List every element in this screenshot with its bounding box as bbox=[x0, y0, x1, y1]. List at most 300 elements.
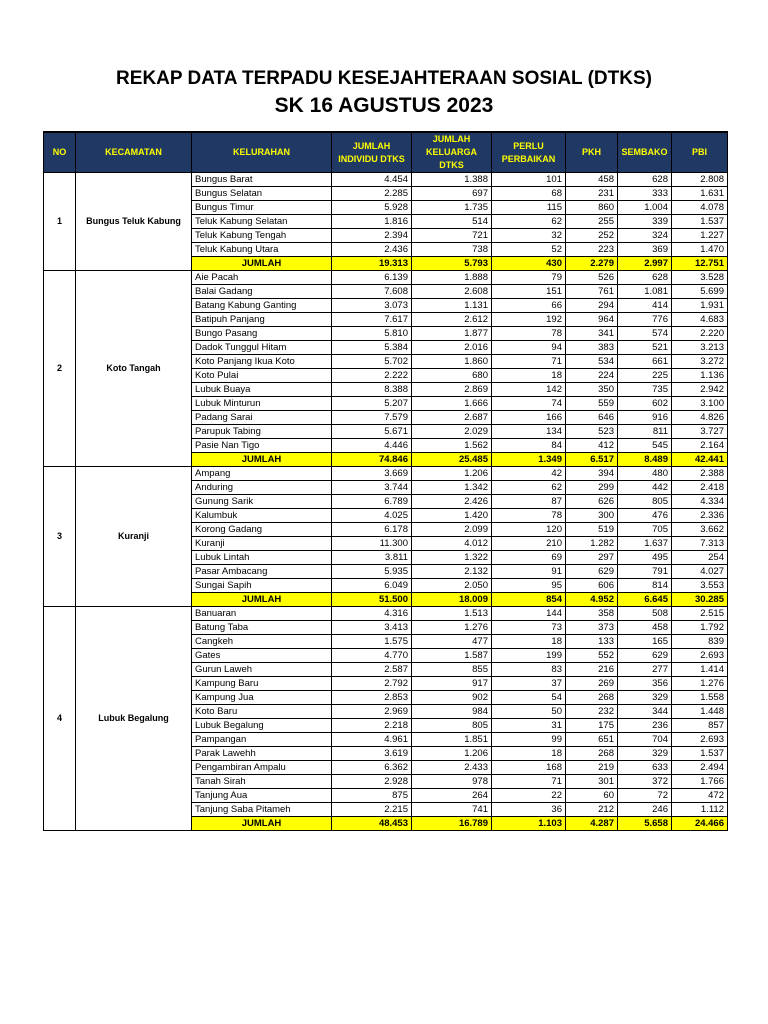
kelurahan-name: Teluk Kabung Utara bbox=[192, 243, 332, 257]
pkh-cell: 268 bbox=[566, 691, 618, 705]
jumlah-keluarga-cell: 264 bbox=[412, 789, 492, 803]
pkh-cell: 761 bbox=[566, 285, 618, 299]
jumlah-keluarga-cell: 978 bbox=[412, 775, 492, 789]
pbi-cell: 4.826 bbox=[672, 411, 728, 425]
perlu-perbaikan-cell: 210 bbox=[492, 537, 566, 551]
jumlah-keluarga-cell: 2.132 bbox=[412, 565, 492, 579]
jumlah-individu-cell: 11.300 bbox=[332, 537, 412, 551]
perlu-perbaikan-cell: 168 bbox=[492, 761, 566, 775]
sembako-cell: 776 bbox=[618, 313, 672, 327]
pbi-cell: 5.699 bbox=[672, 285, 728, 299]
jumlah-keluarga-cell: 1.206 bbox=[412, 467, 492, 481]
kelurahan-name: Tanjung Aua bbox=[192, 789, 332, 803]
sembako-cell: 705 bbox=[618, 523, 672, 537]
header-jumlah-individu-line1: JUMLAH bbox=[352, 140, 391, 151]
header-kelurahan: KELURAHAN bbox=[192, 132, 332, 173]
perlu-perbaikan-cell: 69 bbox=[492, 551, 566, 565]
pbi-cell: 1.931 bbox=[672, 299, 728, 313]
pbi-cell: 3.272 bbox=[672, 355, 728, 369]
sembako-cell: 661 bbox=[618, 355, 672, 369]
sembako-cell: 735 bbox=[618, 383, 672, 397]
subtotal-individu: 19.313 bbox=[332, 257, 412, 271]
sembako-cell: 369 bbox=[618, 243, 672, 257]
kelurahan-name: Teluk Kabung Selatan bbox=[192, 215, 332, 229]
sembako-cell: 574 bbox=[618, 327, 672, 341]
perlu-perbaikan-cell: 71 bbox=[492, 355, 566, 369]
perlu-perbaikan-cell: 95 bbox=[492, 579, 566, 593]
jumlah-keluarga-cell: 680 bbox=[412, 369, 492, 383]
perlu-perbaikan-cell: 84 bbox=[492, 439, 566, 453]
jumlah-keluarga-cell: 1.206 bbox=[412, 747, 492, 761]
jumlah-keluarga-cell: 1.131 bbox=[412, 299, 492, 313]
report-subtitle: SK 16 AGUSTUS 2023 bbox=[274, 94, 494, 117]
jumlah-keluarga-cell: 1.888 bbox=[412, 271, 492, 285]
sembako-cell: 628 bbox=[618, 271, 672, 285]
pbi-cell: 1.537 bbox=[672, 747, 728, 761]
pbi-cell: 2.494 bbox=[672, 761, 728, 775]
pkh-cell: 526 bbox=[566, 271, 618, 285]
jumlah-keluarga-cell: 2.612 bbox=[412, 313, 492, 327]
jumlah-individu-cell: 6.789 bbox=[332, 495, 412, 509]
jumlah-keluarga-cell: 1.735 bbox=[412, 201, 492, 215]
subtotal-pkh: 2.279 bbox=[566, 257, 618, 271]
pkh-cell: 626 bbox=[566, 495, 618, 509]
jumlah-keluarga-cell: 984 bbox=[412, 705, 492, 719]
subtotal-individu: 51.500 bbox=[332, 593, 412, 607]
kelurahan-name: Koto Pulai bbox=[192, 369, 332, 383]
subtotal-label: JUMLAH bbox=[192, 257, 332, 271]
perlu-perbaikan-cell: 18 bbox=[492, 635, 566, 649]
jumlah-individu-cell: 2.587 bbox=[332, 663, 412, 677]
kelurahan-name: Cangkeh bbox=[192, 635, 332, 649]
jumlah-individu-cell: 4.025 bbox=[332, 509, 412, 523]
pbi-cell: 254 bbox=[672, 551, 728, 565]
jumlah-individu-cell: 5.671 bbox=[332, 425, 412, 439]
jumlah-individu-cell: 5.928 bbox=[332, 201, 412, 215]
perlu-perbaikan-cell: 151 bbox=[492, 285, 566, 299]
sembako-cell: 633 bbox=[618, 761, 672, 775]
perlu-perbaikan-cell: 166 bbox=[492, 411, 566, 425]
header-pkh: PKH bbox=[566, 132, 618, 173]
subtotal-perlu-perbaikan: 1.103 bbox=[492, 817, 566, 831]
jumlah-keluarga-cell: 2.869 bbox=[412, 383, 492, 397]
perlu-perbaikan-cell: 18 bbox=[492, 747, 566, 761]
jumlah-individu-cell: 5.384 bbox=[332, 341, 412, 355]
kecamatan-name: Koto Tangah bbox=[76, 271, 192, 467]
subtotal-pbi: 12.751 bbox=[672, 257, 728, 271]
jumlah-individu-cell: 2.853 bbox=[332, 691, 412, 705]
subtotal-keluarga: 25.485 bbox=[412, 453, 492, 467]
pbi-cell: 1.414 bbox=[672, 663, 728, 677]
sembako-cell: 545 bbox=[618, 439, 672, 453]
pbi-cell: 1.112 bbox=[672, 803, 728, 817]
jumlah-individu-cell: 3.744 bbox=[332, 481, 412, 495]
jumlah-keluarga-cell: 1.851 bbox=[412, 733, 492, 747]
jumlah-individu-cell: 4.446 bbox=[332, 439, 412, 453]
perlu-perbaikan-cell: 66 bbox=[492, 299, 566, 313]
perlu-perbaikan-cell: 54 bbox=[492, 691, 566, 705]
pbi-cell: 1.136 bbox=[672, 369, 728, 383]
pbi-cell: 1.631 bbox=[672, 187, 728, 201]
perlu-perbaikan-cell: 31 bbox=[492, 719, 566, 733]
pkh-cell: 458 bbox=[566, 173, 618, 187]
kelurahan-name: Bungus Timur bbox=[192, 201, 332, 215]
pbi-cell: 1.448 bbox=[672, 705, 728, 719]
subtotal-individu: 74.846 bbox=[332, 453, 412, 467]
header-kecamatan: KECAMATAN bbox=[76, 132, 192, 173]
sembako-cell: 476 bbox=[618, 509, 672, 523]
perlu-perbaikan-cell: 50 bbox=[492, 705, 566, 719]
jumlah-individu-cell: 1.575 bbox=[332, 635, 412, 649]
jumlah-keluarga-cell: 4.012 bbox=[412, 537, 492, 551]
pbi-cell: 3.727 bbox=[672, 425, 728, 439]
jumlah-keluarga-cell: 2.099 bbox=[412, 523, 492, 537]
pkh-cell: 133 bbox=[566, 635, 618, 649]
jumlah-individu-cell: 2.215 bbox=[332, 803, 412, 817]
kelurahan-name: Batang Kabung Ganting bbox=[192, 299, 332, 313]
sembako-cell: 521 bbox=[618, 341, 672, 355]
jumlah-keluarga-cell: 477 bbox=[412, 635, 492, 649]
table-header-row bbox=[44, 132, 728, 173]
jumlah-individu-cell: 5.702 bbox=[332, 355, 412, 369]
kecamatan-name: Kuranji bbox=[76, 467, 192, 607]
header-no: NO bbox=[44, 132, 76, 173]
kelurahan-name: Batung Taba bbox=[192, 621, 332, 635]
pbi-cell: 1.537 bbox=[672, 215, 728, 229]
jumlah-keluarga-cell: 1.666 bbox=[412, 397, 492, 411]
sembako-cell: 704 bbox=[618, 733, 672, 747]
jumlah-individu-cell: 4.961 bbox=[332, 733, 412, 747]
header-perlu-perbaikan-line1: PERLU bbox=[513, 140, 544, 151]
pbi-cell: 3.662 bbox=[672, 523, 728, 537]
pkh-cell: 212 bbox=[566, 803, 618, 817]
pkh-cell: 358 bbox=[566, 607, 618, 621]
pkh-cell: 534 bbox=[566, 355, 618, 369]
subtotal-pkh: 4.952 bbox=[566, 593, 618, 607]
sembako-cell: 324 bbox=[618, 229, 672, 243]
jumlah-keluarga-cell: 1.276 bbox=[412, 621, 492, 635]
kelurahan-name: Pasar Ambacang bbox=[192, 565, 332, 579]
sembako-cell: 811 bbox=[618, 425, 672, 439]
subtotal-sembako: 2.997 bbox=[618, 257, 672, 271]
jumlah-individu-cell: 3.413 bbox=[332, 621, 412, 635]
pbi-cell: 2.388 bbox=[672, 467, 728, 481]
pkh-cell: 268 bbox=[566, 747, 618, 761]
header-jumlah-keluarga-line1: JUMLAH bbox=[432, 134, 471, 144]
pkh-cell: 523 bbox=[566, 425, 618, 439]
perlu-perbaikan-cell: 62 bbox=[492, 215, 566, 229]
jumlah-keluarga-cell: 1.420 bbox=[412, 509, 492, 523]
sembako-cell: 1.004 bbox=[618, 201, 672, 215]
perlu-perbaikan-cell: 199 bbox=[492, 649, 566, 663]
jumlah-keluarga-cell: 2.426 bbox=[412, 495, 492, 509]
kelurahan-name: Balai Gadang bbox=[192, 285, 332, 299]
dtks-table bbox=[43, 131, 728, 831]
jumlah-individu-cell: 2.969 bbox=[332, 705, 412, 719]
jumlah-individu-cell: 875 bbox=[332, 789, 412, 803]
subtotal-sembako: 8.489 bbox=[618, 453, 672, 467]
pkh-cell: 860 bbox=[566, 201, 618, 215]
perlu-perbaikan-cell: 192 bbox=[492, 313, 566, 327]
kelurahan-name: Aie Pacah bbox=[192, 271, 332, 285]
perlu-perbaikan-cell: 78 bbox=[492, 327, 566, 341]
pbi-cell: 4.078 bbox=[672, 201, 728, 215]
perlu-perbaikan-cell: 79 bbox=[492, 271, 566, 285]
perlu-perbaikan-cell: 115 bbox=[492, 201, 566, 215]
pbi-cell: 3.553 bbox=[672, 579, 728, 593]
sembako-cell: 495 bbox=[618, 551, 672, 565]
kelurahan-name: Lubuk Minturun bbox=[192, 397, 332, 411]
pkh-cell: 651 bbox=[566, 733, 618, 747]
jumlah-individu-cell: 7.617 bbox=[332, 313, 412, 327]
sembako-cell: 329 bbox=[618, 747, 672, 761]
sembako-cell: 333 bbox=[618, 187, 672, 201]
kelurahan-name: Pengambiran Ampalu bbox=[192, 761, 332, 775]
pkh-cell: 646 bbox=[566, 411, 618, 425]
subtotal-pbi: 24.466 bbox=[672, 817, 728, 831]
jumlah-keluarga-cell: 1.513 bbox=[412, 607, 492, 621]
header-sembako: SEMBAKO bbox=[618, 132, 672, 173]
kecamatan-name: Lubuk Begalung bbox=[76, 607, 192, 831]
jumlah-individu-cell: 2.436 bbox=[332, 243, 412, 257]
perlu-perbaikan-cell: 62 bbox=[492, 481, 566, 495]
pkh-cell: 60 bbox=[566, 789, 618, 803]
pbi-cell: 2.336 bbox=[672, 509, 728, 523]
perlu-perbaikan-cell: 22 bbox=[492, 789, 566, 803]
pbi-cell: 4.683 bbox=[672, 313, 728, 327]
jumlah-individu-cell: 3.619 bbox=[332, 747, 412, 761]
jumlah-individu-cell: 4.454 bbox=[332, 173, 412, 187]
subtotal-perlu-perbaikan: 430 bbox=[492, 257, 566, 271]
pkh-cell: 301 bbox=[566, 775, 618, 789]
kelurahan-name: Gurun Laweh bbox=[192, 663, 332, 677]
perlu-perbaikan-cell: 68 bbox=[492, 187, 566, 201]
kelurahan-name: Lubuk Buaya bbox=[192, 383, 332, 397]
kelurahan-name: Gunung Sarik bbox=[192, 495, 332, 509]
kelurahan-name: Parupuk Tabing bbox=[192, 425, 332, 439]
pkh-cell: 231 bbox=[566, 187, 618, 201]
jumlah-individu-cell: 2.222 bbox=[332, 369, 412, 383]
jumlah-keluarga-cell: 741 bbox=[412, 803, 492, 817]
jumlah-keluarga-cell: 738 bbox=[412, 243, 492, 257]
sembako-cell: 165 bbox=[618, 635, 672, 649]
pkh-cell: 175 bbox=[566, 719, 618, 733]
group-number: 4 bbox=[44, 607, 76, 831]
pkh-cell: 350 bbox=[566, 383, 618, 397]
subtotal-keluarga: 16.789 bbox=[412, 817, 492, 831]
jumlah-individu-cell: 7.608 bbox=[332, 285, 412, 299]
pbi-cell: 2.164 bbox=[672, 439, 728, 453]
pbi-cell: 4.334 bbox=[672, 495, 728, 509]
pkh-cell: 373 bbox=[566, 621, 618, 635]
perlu-perbaikan-cell: 18 bbox=[492, 369, 566, 383]
perlu-perbaikan-cell: 32 bbox=[492, 229, 566, 243]
jumlah-keluarga-cell: 855 bbox=[412, 663, 492, 677]
sembako-cell: 508 bbox=[618, 607, 672, 621]
pbi-cell: 3.528 bbox=[672, 271, 728, 285]
pbi-cell: 2.693 bbox=[672, 649, 728, 663]
kelurahan-name: Batipuh Panjang bbox=[192, 313, 332, 327]
perlu-perbaikan-cell: 144 bbox=[492, 607, 566, 621]
subtotal-pbi: 30.285 bbox=[672, 593, 728, 607]
header-perlu-perbaikan bbox=[492, 132, 566, 173]
pkh-cell: 294 bbox=[566, 299, 618, 313]
pkh-cell: 964 bbox=[566, 313, 618, 327]
jumlah-individu-cell: 3.669 bbox=[332, 467, 412, 481]
jumlah-keluarga-cell: 2.433 bbox=[412, 761, 492, 775]
pkh-cell: 299 bbox=[566, 481, 618, 495]
subtotal-label: JUMLAH bbox=[192, 593, 332, 607]
sembako-cell: 414 bbox=[618, 299, 672, 313]
perlu-perbaikan-cell: 94 bbox=[492, 341, 566, 355]
jumlah-keluarga-cell: 805 bbox=[412, 719, 492, 733]
pkh-cell: 519 bbox=[566, 523, 618, 537]
jumlah-keluarga-cell: 2.608 bbox=[412, 285, 492, 299]
kelurahan-name: Korong Gadang bbox=[192, 523, 332, 537]
jumlah-individu-cell: 6.362 bbox=[332, 761, 412, 775]
sembako-cell: 480 bbox=[618, 467, 672, 481]
kelurahan-name: Bungo Pasang bbox=[192, 327, 332, 341]
pkh-cell: 552 bbox=[566, 649, 618, 663]
jumlah-individu-cell: 7.579 bbox=[332, 411, 412, 425]
subtotal-sembako: 5.658 bbox=[618, 817, 672, 831]
perlu-perbaikan-cell: 120 bbox=[492, 523, 566, 537]
kelurahan-name: Banuaran bbox=[192, 607, 332, 621]
jumlah-individu-cell: 5.935 bbox=[332, 565, 412, 579]
pbi-cell: 2.418 bbox=[672, 481, 728, 495]
subtotal-pkh: 6.517 bbox=[566, 453, 618, 467]
perlu-perbaikan-cell: 87 bbox=[492, 495, 566, 509]
jumlah-individu-cell: 3.811 bbox=[332, 551, 412, 565]
jumlah-individu-cell: 3.073 bbox=[332, 299, 412, 313]
pbi-cell: 1.792 bbox=[672, 621, 728, 635]
kelurahan-name: Tanah Sirah bbox=[192, 775, 332, 789]
pbi-cell: 2.515 bbox=[672, 607, 728, 621]
jumlah-keluarga-cell: 2.029 bbox=[412, 425, 492, 439]
sembako-cell: 356 bbox=[618, 677, 672, 691]
header-pbi: PBI bbox=[672, 132, 728, 173]
pkh-cell: 606 bbox=[566, 579, 618, 593]
kelurahan-name: Kampung Baru bbox=[192, 677, 332, 691]
jumlah-individu-cell: 6.049 bbox=[332, 579, 412, 593]
jumlah-individu-cell: 2.928 bbox=[332, 775, 412, 789]
kelurahan-name: Koto Baru bbox=[192, 705, 332, 719]
pkh-cell: 255 bbox=[566, 215, 618, 229]
table-row bbox=[44, 607, 728, 621]
pbi-cell: 1.766 bbox=[672, 775, 728, 789]
kelurahan-name: Pasie Nan Tigo bbox=[192, 439, 332, 453]
jumlah-individu-cell: 2.792 bbox=[332, 677, 412, 691]
sembako-cell: 246 bbox=[618, 803, 672, 817]
jumlah-individu-cell: 5.207 bbox=[332, 397, 412, 411]
perlu-perbaikan-cell: 99 bbox=[492, 733, 566, 747]
jumlah-keluarga-cell: 1.322 bbox=[412, 551, 492, 565]
perlu-perbaikan-cell: 101 bbox=[492, 173, 566, 187]
kelurahan-name: Ampang bbox=[192, 467, 332, 481]
jumlah-keluarga-cell: 697 bbox=[412, 187, 492, 201]
pbi-cell: 2.693 bbox=[672, 733, 728, 747]
perlu-perbaikan-cell: 36 bbox=[492, 803, 566, 817]
perlu-perbaikan-cell: 74 bbox=[492, 397, 566, 411]
pbi-cell: 4.027 bbox=[672, 565, 728, 579]
kecamatan-name: Bungus Teluk Kabung bbox=[76, 173, 192, 271]
kelurahan-name: Koto Panjang Ikua Koto bbox=[192, 355, 332, 369]
subtotal-label: JUMLAH bbox=[192, 817, 332, 831]
jumlah-keluarga-cell: 1.587 bbox=[412, 649, 492, 663]
kelurahan-name: Padang Sarai bbox=[192, 411, 332, 425]
sembako-cell: 629 bbox=[618, 649, 672, 663]
jumlah-individu-cell: 2.218 bbox=[332, 719, 412, 733]
kelurahan-name: Sungai Sapih bbox=[192, 579, 332, 593]
jumlah-individu-cell: 8.388 bbox=[332, 383, 412, 397]
sembako-cell: 344 bbox=[618, 705, 672, 719]
pkh-cell: 269 bbox=[566, 677, 618, 691]
sembako-cell: 1.081 bbox=[618, 285, 672, 299]
subtotal-perlu-perbaikan: 1.349 bbox=[492, 453, 566, 467]
jumlah-individu-cell: 2.394 bbox=[332, 229, 412, 243]
sembako-cell: 339 bbox=[618, 215, 672, 229]
jumlah-individu-cell: 2.285 bbox=[332, 187, 412, 201]
table-row bbox=[44, 271, 728, 285]
jumlah-keluarga-cell: 1.877 bbox=[412, 327, 492, 341]
kelurahan-name: Lubuk Begalung bbox=[192, 719, 332, 733]
kelurahan-name: Teluk Kabung Tengah bbox=[192, 229, 332, 243]
kelurahan-name: Tanjung Saba Pitameh bbox=[192, 803, 332, 817]
table-row bbox=[44, 173, 728, 187]
pkh-cell: 252 bbox=[566, 229, 618, 243]
pkh-cell: 383 bbox=[566, 341, 618, 355]
pbi-cell: 3.100 bbox=[672, 397, 728, 411]
kelurahan-name: Parak Lawehh bbox=[192, 747, 332, 761]
kelurahan-name: Bungus Barat bbox=[192, 173, 332, 187]
header-perlu-perbaikan-line2: PERBAIKAN bbox=[501, 153, 556, 164]
jumlah-keluarga-cell: 1.388 bbox=[412, 173, 492, 187]
sembako-cell: 791 bbox=[618, 565, 672, 579]
perlu-perbaikan-cell: 134 bbox=[492, 425, 566, 439]
pbi-cell: 3.213 bbox=[672, 341, 728, 355]
jumlah-individu-cell: 6.139 bbox=[332, 271, 412, 285]
pkh-cell: 1.282 bbox=[566, 537, 618, 551]
pkh-cell: 232 bbox=[566, 705, 618, 719]
sembako-cell: 225 bbox=[618, 369, 672, 383]
pbi-cell: 839 bbox=[672, 635, 728, 649]
perlu-perbaikan-cell: 37 bbox=[492, 677, 566, 691]
sembako-cell: 329 bbox=[618, 691, 672, 705]
pkh-cell: 300 bbox=[566, 509, 618, 523]
header-jumlah-keluarga bbox=[412, 132, 492, 173]
pkh-cell: 224 bbox=[566, 369, 618, 383]
sembako-cell: 372 bbox=[618, 775, 672, 789]
perlu-perbaikan-cell: 83 bbox=[492, 663, 566, 677]
pbi-cell: 1.558 bbox=[672, 691, 728, 705]
kelurahan-name: Bungus Selatan bbox=[192, 187, 332, 201]
subtotal-keluarga: 5.793 bbox=[412, 257, 492, 271]
pkh-cell: 559 bbox=[566, 397, 618, 411]
kelurahan-name: Pampangan bbox=[192, 733, 332, 747]
jumlah-keluarga-cell: 2.687 bbox=[412, 411, 492, 425]
sembako-cell: 628 bbox=[618, 173, 672, 187]
kelurahan-name: Kuranji bbox=[192, 537, 332, 551]
table-row bbox=[44, 467, 728, 481]
subtotal-pbi: 42.441 bbox=[672, 453, 728, 467]
group-number: 2 bbox=[44, 271, 76, 467]
pkh-cell: 297 bbox=[566, 551, 618, 565]
jumlah-individu-cell: 4.316 bbox=[332, 607, 412, 621]
pbi-cell: 1.227 bbox=[672, 229, 728, 243]
jumlah-keluarga-cell: 514 bbox=[412, 215, 492, 229]
table-body bbox=[44, 173, 728, 831]
sembako-cell: 236 bbox=[618, 719, 672, 733]
